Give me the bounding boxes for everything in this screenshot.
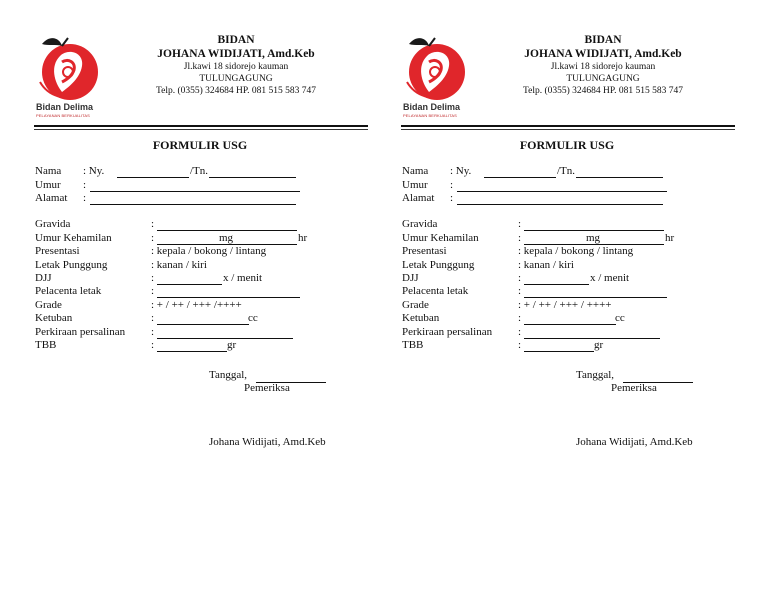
bidan-delima-logo [399, 32, 471, 122]
tbb-colon: : [518, 339, 522, 351]
ketuban-colon: : [151, 312, 155, 324]
mg-unit: mg [219, 232, 234, 244]
nama-tn: /Tn. [190, 165, 209, 177]
header-phone: Telp. (0355) 324684 HP. 081 515 583 747 [522, 86, 684, 96]
pelacenta-colon: : [518, 285, 522, 297]
nama-prefix: : Ny. [450, 165, 472, 177]
alamat-row [35, 192, 365, 206]
letak-punggung-row [35, 259, 365, 273]
perkiraan-colon: : [518, 326, 522, 338]
logo-name: Bidan Delima [403, 102, 461, 112]
letak-punggung-label: Letak Punggung [402, 259, 475, 271]
ketuban-line[interactable] [524, 324, 616, 325]
presentasi-options[interactable]: : kepala / bokong / lintang [151, 245, 267, 257]
djj-label: DJJ [402, 272, 419, 284]
pemeriksa-label: Pemeriksa [611, 382, 657, 394]
gravida-line[interactable] [524, 230, 664, 231]
header-address: Jl.kawi 18 sidorejo kauman [183, 62, 289, 72]
gravida-row [402, 218, 732, 232]
djj-row [402, 272, 732, 286]
umur-label: Umur [402, 179, 428, 191]
gravida-colon: : [151, 218, 155, 230]
grade-row [402, 299, 732, 313]
grade-row [35, 299, 365, 313]
umur-kehamilan-row [402, 232, 732, 246]
umur-row [35, 179, 365, 193]
gravida-label: Gravida [402, 218, 438, 230]
pemeriksa-label: Pemeriksa [244, 382, 290, 394]
presentasi-label: Presentasi [402, 245, 447, 257]
header-city: TULUNGAGUNG [199, 74, 273, 84]
umur-colon: : [83, 179, 87, 191]
umur-label: Umur [35, 179, 61, 191]
pelacenta-line[interactable] [157, 297, 300, 298]
pelacenta-row [402, 285, 732, 299]
nama-prefix: : Ny. [83, 165, 105, 177]
alamat-line[interactable] [90, 204, 296, 205]
form-title: FORMULIR USG [519, 138, 615, 152]
tbb-row [402, 339, 732, 353]
ketuban-colon: : [518, 312, 522, 324]
logo-name: Bidan Delima [36, 102, 94, 112]
logo-tagline: PELAYANAN BERKUALITAS [36, 113, 90, 118]
ketuban-row [35, 312, 365, 326]
header-address: Jl.kawi 18 sidorejo kauman [550, 62, 656, 72]
form-title: FORMULIR USG [152, 138, 248, 152]
umur-kehamilan-label: Umur Kehamilan [402, 232, 479, 244]
tn-line[interactable] [209, 177, 296, 178]
nama-label: Nama [35, 165, 62, 177]
grade-options[interactable]: : + / ++ / +++ /++++ [151, 299, 242, 311]
gr-unit: gr [227, 339, 237, 351]
letak-options[interactable]: : kanan / kiri [151, 259, 207, 271]
tbb-label: TBB [402, 339, 424, 351]
tbb-line[interactable] [524, 351, 594, 352]
nama-row [402, 165, 732, 179]
grade-label: Grade [35, 299, 62, 311]
umur-kehamilan-label: Umur Kehamilan [35, 232, 112, 244]
header-phone: Telp. (0355) 324684 HP. 081 515 583 747 [155, 86, 317, 96]
header-name: JOHANA WIDIJATI, Amd.Keb [157, 48, 315, 60]
perkiraan-label: Perkiraan persalinan [35, 326, 126, 338]
signatory-name: Johana Widijati, Amd.Keb [576, 436, 693, 448]
presentasi-label: Presentasi [35, 245, 80, 257]
header-rule [34, 125, 368, 127]
gravida-line[interactable] [157, 230, 297, 231]
grade-options[interactable]: : + / ++ / +++ / ++++ [518, 299, 612, 311]
presentasi-options[interactable]: : kepala / bokong / lintang [518, 245, 634, 257]
alamat-label: Alamat [402, 192, 435, 204]
pelacenta-row [35, 285, 365, 299]
umur-colon: : [450, 179, 454, 191]
header-name: JOHANA WIDIJATI, Amd.Keb [524, 48, 682, 60]
letak-punggung-label: Letak Punggung [35, 259, 108, 271]
ketuban-label: Ketuban [35, 312, 73, 324]
tanggal-label: Tanggal, [209, 369, 248, 381]
ketuban-line[interactable] [157, 324, 249, 325]
nama-label: Nama [402, 165, 429, 177]
usg-form-right [397, 0, 737, 594]
pelacenta-label: Pelacenta letak [402, 285, 469, 297]
letak-options[interactable]: : kanan / kiri [518, 259, 574, 271]
alamat-line[interactable] [457, 204, 663, 205]
djj-unit: x / menit [590, 272, 630, 284]
alamat-colon: : [83, 192, 87, 204]
header-rule [401, 125, 735, 127]
pelacenta-line[interactable] [524, 297, 667, 298]
letterhead [497, 34, 709, 97]
djj-label: DJJ [35, 272, 52, 284]
pelacenta-label: Pelacenta letak [35, 285, 102, 297]
bidan-delima-logo [32, 32, 104, 122]
tbb-line[interactable] [157, 351, 227, 352]
gravida-colon: : [518, 218, 522, 230]
tn-line[interactable] [576, 177, 663, 178]
cc-unit: cc [615, 312, 625, 324]
tanggal-label: Tanggal, [576, 369, 615, 381]
alamat-colon: : [450, 192, 454, 204]
logo-tagline: PELAYANAN BERKUALITAS [403, 113, 457, 118]
gravida-row [35, 218, 365, 232]
alamat-label: Alamat [35, 192, 68, 204]
gravida-label: Gravida [35, 218, 71, 230]
pelacenta-colon: : [151, 285, 155, 297]
djj-unit: x / menit [223, 272, 263, 284]
presentasi-row [402, 245, 732, 259]
perkiraan-colon: : [151, 326, 155, 338]
cc-unit: cc [248, 312, 258, 324]
signatory-name: Johana Widijati, Amd.Keb [209, 436, 326, 448]
djj-row [35, 272, 365, 286]
djj-colon: : [151, 272, 155, 284]
grade-label: Grade [402, 299, 429, 311]
header-rule-thin [401, 129, 735, 130]
nama-line[interactable] [484, 177, 556, 178]
nama-row [35, 165, 365, 179]
umur-kehamilan-row [35, 232, 365, 246]
header-city: TULUNGAGUNG [566, 74, 640, 84]
umur-kehamilan-colon: : [518, 232, 522, 244]
letterhead [130, 34, 342, 97]
umur-row [402, 179, 732, 193]
tbb-colon: : [151, 339, 155, 351]
nama-line[interactable] [117, 177, 189, 178]
hr-unit: hr [665, 232, 675, 244]
tbb-row [35, 339, 365, 353]
perkiraan-row [402, 326, 732, 340]
hr-unit: hr [298, 232, 308, 244]
ketuban-row [402, 312, 732, 326]
header-title: BIDAN [217, 34, 255, 46]
letak-punggung-row [402, 259, 732, 273]
alamat-row [402, 192, 732, 206]
mg-unit: mg [586, 232, 601, 244]
usg-form-left [30, 0, 370, 594]
ketuban-label: Ketuban [402, 312, 440, 324]
umur-kehamilan-colon: : [151, 232, 155, 244]
perkiraan-row [35, 326, 365, 340]
tbb-label: TBB [35, 339, 57, 351]
djj-colon: : [518, 272, 522, 284]
header-title: BIDAN [584, 34, 622, 46]
gr-unit: gr [594, 339, 604, 351]
header-rule-thin [34, 129, 368, 130]
presentasi-row [35, 245, 365, 259]
perkiraan-label: Perkiraan persalinan [402, 326, 493, 338]
nama-tn: /Tn. [557, 165, 576, 177]
